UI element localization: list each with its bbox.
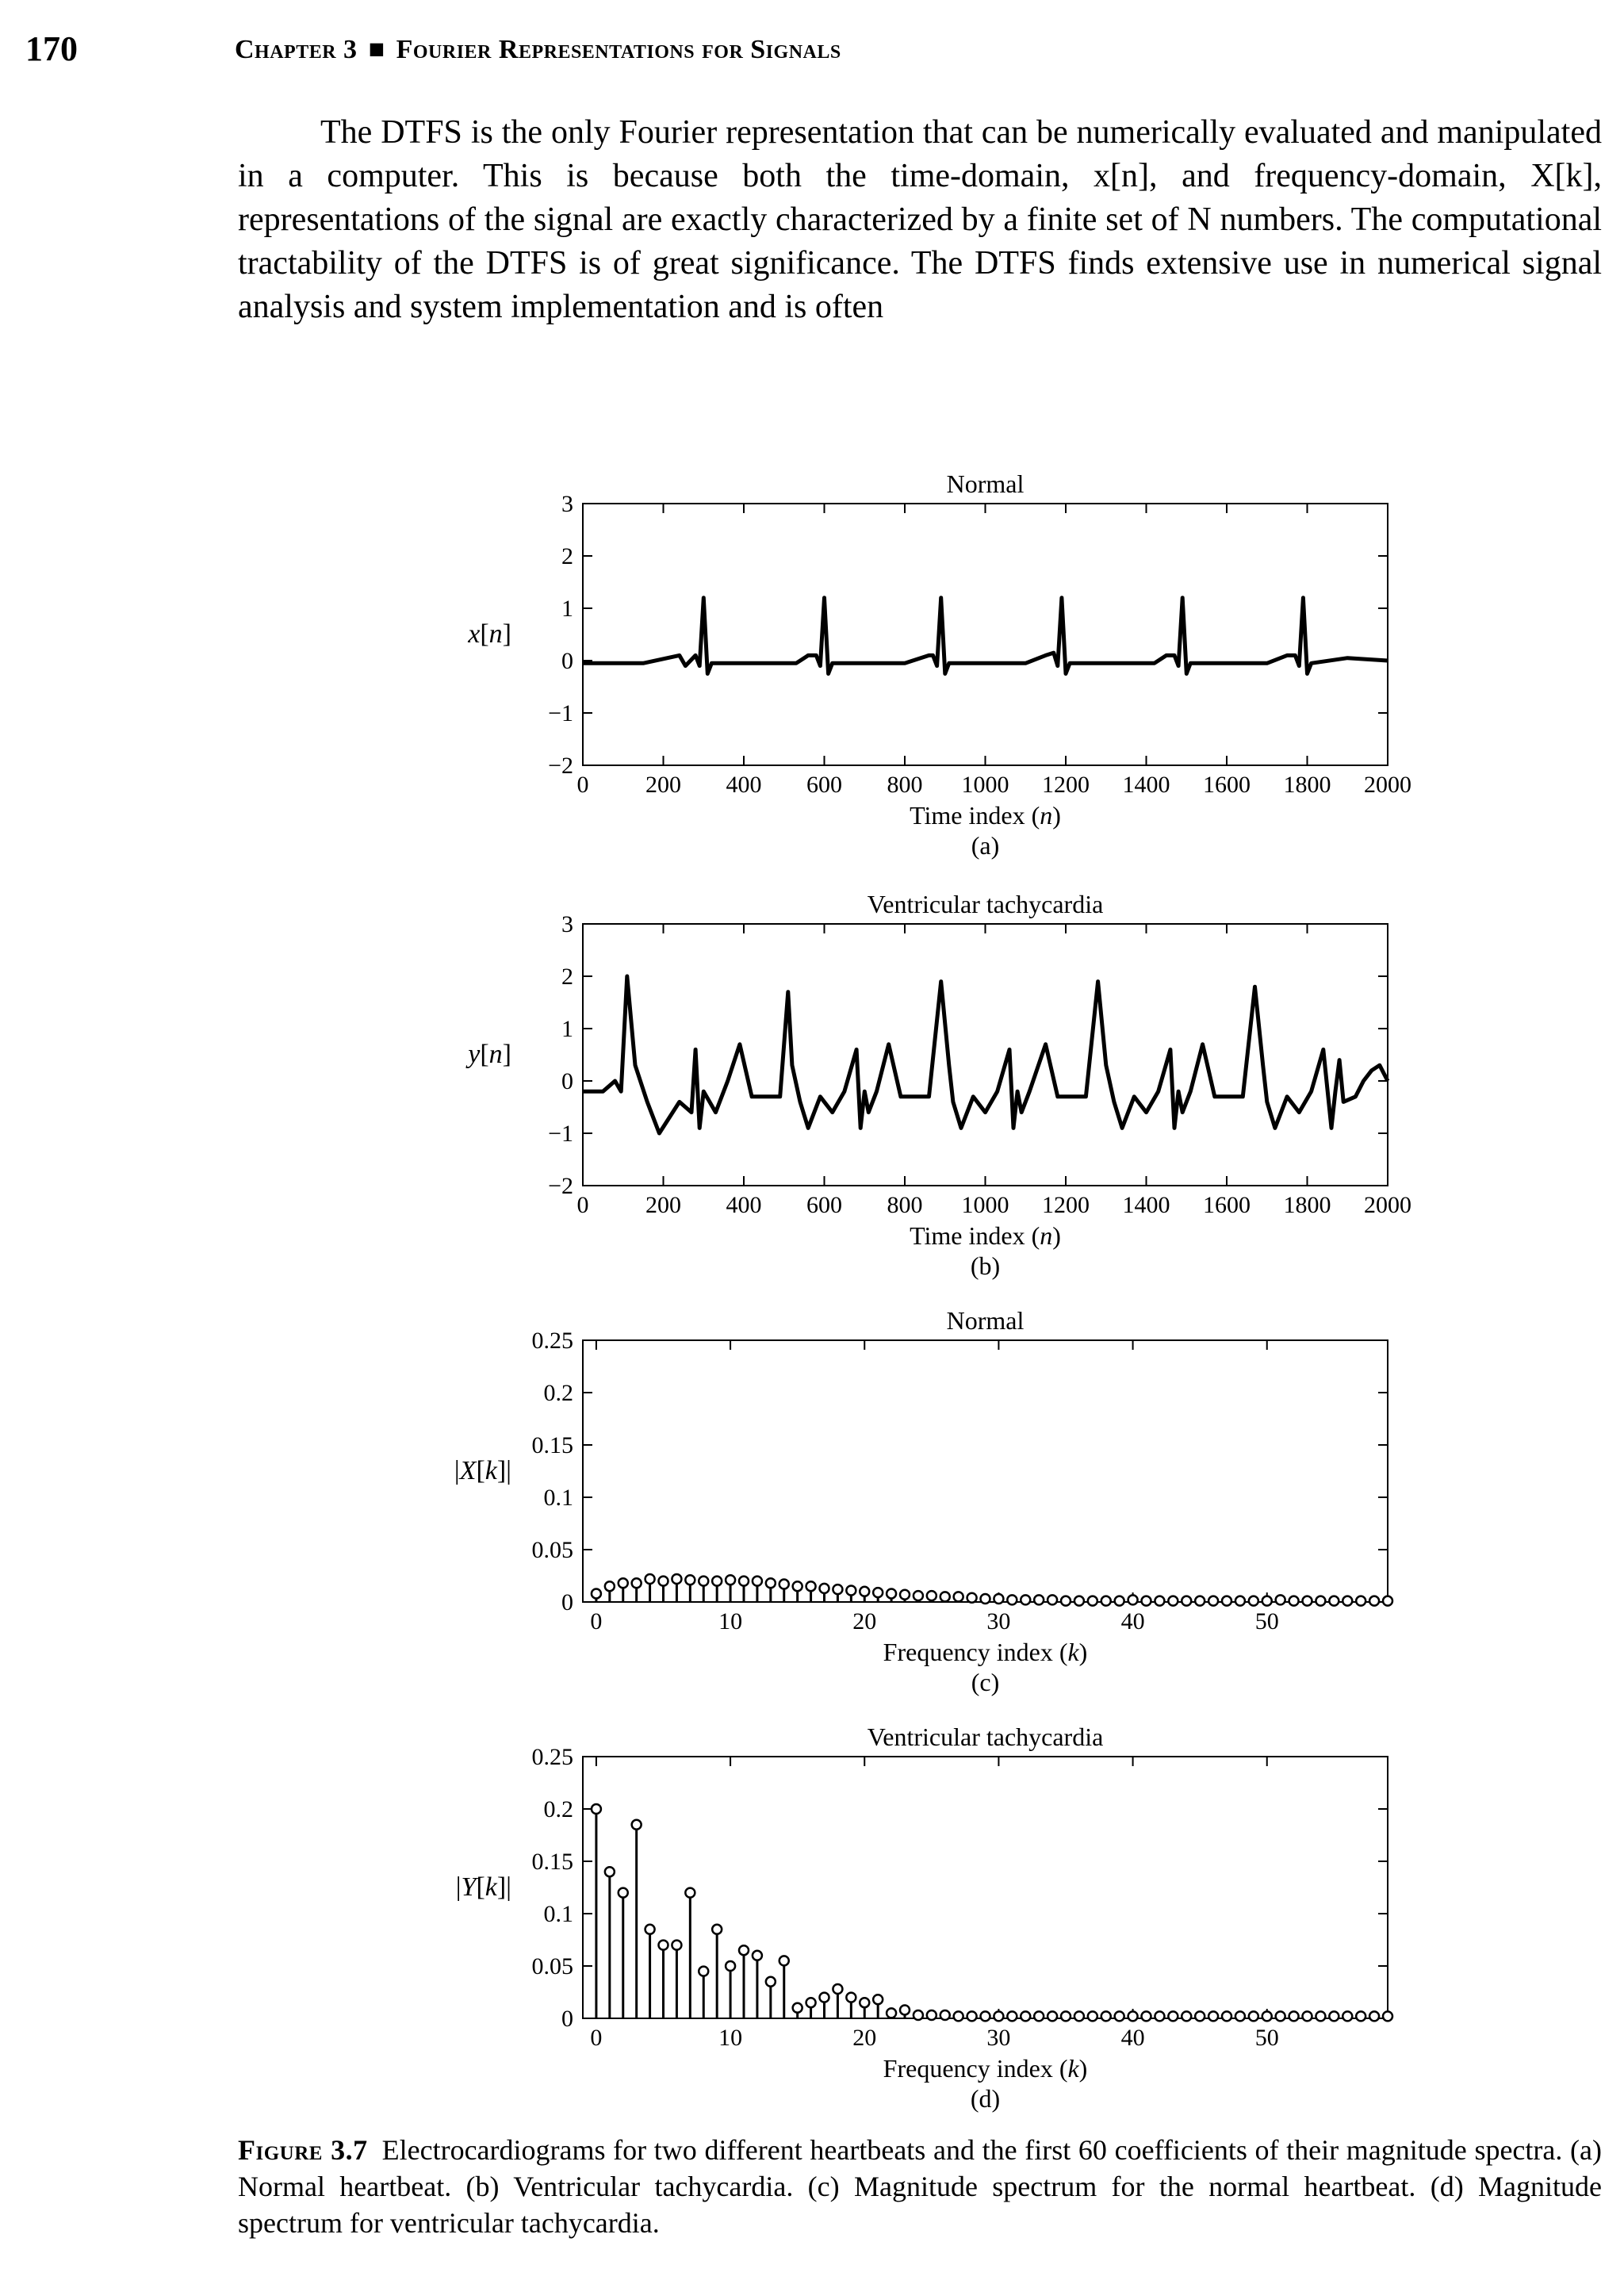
stem-marker bbox=[645, 1574, 655, 1584]
y-tick-label: 0.2 bbox=[543, 1796, 573, 1822]
stem-marker bbox=[1007, 2011, 1017, 2021]
chart-panel-d bbox=[456, 1723, 1392, 2113]
stem-marker bbox=[1276, 1595, 1285, 1604]
chart-title: Ventricular tachycardia bbox=[867, 1723, 1104, 1751]
y-tick-label: 2 bbox=[561, 964, 573, 990]
stem-marker bbox=[914, 2010, 923, 2020]
y-axis-label: |Y[k]| bbox=[455, 1872, 511, 1902]
stem-marker bbox=[1088, 2011, 1097, 2021]
y-tick-label: 0.1 bbox=[543, 1485, 573, 1511]
figure-3-7 bbox=[0, 444, 1624, 2125]
x-tick-label: 40 bbox=[1120, 2025, 1145, 2051]
stem-marker bbox=[712, 1925, 722, 1934]
stem-marker bbox=[1356, 1596, 1365, 1606]
x-tick-label: 50 bbox=[1254, 1608, 1279, 1634]
x-tick-label: 1800 bbox=[1283, 1192, 1331, 1218]
stem-marker bbox=[1208, 1596, 1218, 1606]
stem-marker bbox=[900, 1590, 910, 1600]
series-line bbox=[583, 976, 1388, 1133]
stem-marker bbox=[1155, 1596, 1164, 1606]
stem-marker bbox=[1155, 2011, 1164, 2021]
stem-marker bbox=[645, 1925, 655, 1934]
stem-marker bbox=[1329, 2011, 1339, 2021]
y-tick-label: 1 bbox=[561, 596, 573, 622]
y-tick-label: −1 bbox=[548, 700, 573, 726]
stem-marker bbox=[632, 1578, 642, 1588]
plot-frame bbox=[583, 1340, 1388, 1602]
panel-label: (d) bbox=[970, 2084, 1001, 2113]
stem-marker bbox=[1048, 2011, 1057, 2021]
stem-marker bbox=[605, 1867, 615, 1876]
stem-marker bbox=[779, 1580, 789, 1589]
stem-marker bbox=[954, 1592, 963, 1601]
stem-marker bbox=[1383, 1596, 1392, 1606]
stem-marker bbox=[1048, 1595, 1057, 1604]
stem-marker bbox=[793, 1581, 802, 1591]
x-tick-label: 400 bbox=[726, 1192, 762, 1218]
stem-marker bbox=[1262, 1596, 1272, 1606]
stem-marker bbox=[1061, 2011, 1071, 2021]
stem-marker bbox=[873, 1588, 883, 1597]
y-tick-label: 3 bbox=[561, 911, 573, 937]
stem-marker bbox=[592, 1588, 601, 1598]
stem-marker bbox=[914, 1591, 923, 1600]
y-tick-label: 0.2 bbox=[543, 1380, 573, 1406]
stem-marker bbox=[685, 1575, 695, 1585]
x-tick-label: 1400 bbox=[1122, 772, 1170, 798]
x-axis-label: Frequency index (k) bbox=[883, 1638, 1088, 1666]
y-tick-label: 2 bbox=[561, 543, 573, 569]
stem-marker bbox=[753, 1951, 762, 1960]
x-tick-label: 800 bbox=[887, 1192, 923, 1218]
stem-marker bbox=[846, 1585, 856, 1595]
stem-marker bbox=[981, 1594, 990, 1604]
stem-marker bbox=[860, 1587, 869, 1596]
stem-marker bbox=[1316, 2011, 1325, 2021]
stem-marker bbox=[1128, 2011, 1138, 2021]
chapter-label: Chapter 3 bbox=[235, 35, 358, 64]
stem-marker bbox=[954, 2011, 963, 2021]
x-tick-label: 2000 bbox=[1364, 772, 1411, 798]
stem-marker bbox=[1088, 1596, 1097, 1606]
stem-marker bbox=[605, 1581, 615, 1591]
stem-marker bbox=[1303, 1596, 1312, 1606]
x-tick-label: 50 bbox=[1254, 2025, 1279, 2051]
x-axis-label: Time index (n) bbox=[910, 801, 1061, 830]
y-axis-label: x[n] bbox=[468, 619, 511, 649]
body-paragraph: The DTFS is the only Fourier representation that can be numerically evaluated and manipulated in a computer. This is because both the time-domain, x[n], and frequency-domain, X[k], representations of the signal are exactly characterized by a finite set of N numbers. The computational tractability of the DTFS is of great significance. The DTFS finds extensive use in numerical signal analysis and system implementation and is often bbox=[238, 114, 1602, 325]
x-tick-label: 30 bbox=[986, 2025, 1011, 2051]
stem-marker bbox=[1276, 2011, 1285, 2021]
stem-marker bbox=[779, 1956, 789, 1965]
stem-marker bbox=[1195, 2011, 1205, 2021]
stem-marker bbox=[806, 1998, 816, 2007]
stem-marker bbox=[967, 2011, 977, 2021]
x-tick-label: 400 bbox=[726, 772, 762, 798]
stem-marker bbox=[685, 1888, 695, 1898]
stem-marker bbox=[1303, 2011, 1312, 2021]
x-axis-label: Frequency index (k) bbox=[883, 2054, 1088, 2083]
stem-marker bbox=[927, 2010, 936, 2020]
x-tick-label: 200 bbox=[645, 1192, 681, 1218]
x-tick-label: 1400 bbox=[1122, 1192, 1170, 1218]
y-tick-label: 0.1 bbox=[543, 1901, 573, 1927]
stem-marker bbox=[981, 2011, 990, 2021]
stem-marker bbox=[860, 1998, 869, 2007]
stem-marker bbox=[1329, 1596, 1339, 1606]
x-tick-label: 600 bbox=[806, 1192, 842, 1218]
stem-marker bbox=[793, 2003, 802, 2013]
figure-label: Figure 3.7 bbox=[238, 2134, 368, 2166]
stem-marker bbox=[940, 1592, 950, 1601]
stem-marker bbox=[1208, 2011, 1218, 2021]
page-header bbox=[25, 29, 1599, 76]
stem-marker bbox=[1249, 1596, 1258, 1606]
stem-marker bbox=[1034, 2011, 1044, 2021]
stem-marker bbox=[726, 1961, 735, 1971]
stem-marker bbox=[1101, 1596, 1111, 1606]
x-tick-label: 10 bbox=[718, 2025, 743, 2051]
y-axis-label: |X[k]| bbox=[454, 1456, 511, 1485]
stem-marker bbox=[1289, 2011, 1299, 2021]
stem-marker bbox=[1342, 1596, 1352, 1606]
stem-marker bbox=[1128, 1595, 1138, 1604]
y-tick-label: 0 bbox=[561, 1068, 573, 1094]
stem-marker bbox=[887, 2008, 896, 2018]
stem-marker bbox=[739, 1577, 749, 1586]
x-tick-label: 1200 bbox=[1042, 772, 1090, 798]
stem-marker bbox=[766, 1977, 776, 1987]
stem-marker bbox=[994, 1594, 1003, 1604]
stem-marker bbox=[1195, 1596, 1205, 1606]
y-tick-label: 0 bbox=[561, 2006, 573, 2032]
stem-marker bbox=[699, 1577, 708, 1586]
stem-marker bbox=[766, 1578, 776, 1588]
chart-title: Normal bbox=[946, 469, 1025, 498]
y-tick-label: −2 bbox=[548, 753, 573, 779]
panel-label: (b) bbox=[970, 1251, 1001, 1280]
stem-marker bbox=[1007, 1595, 1017, 1604]
x-tick-label: 40 bbox=[1120, 1608, 1145, 1634]
y-axis-label: y[n] bbox=[468, 1040, 511, 1069]
stem-marker bbox=[1369, 2011, 1379, 2021]
x-tick-label: 20 bbox=[852, 2025, 877, 2051]
chart-title: Normal bbox=[946, 1306, 1025, 1335]
x-tick-label: 1000 bbox=[961, 1192, 1009, 1218]
y-tick-label: 0.25 bbox=[531, 1744, 573, 1770]
stem-marker bbox=[699, 1967, 708, 1976]
stem-marker bbox=[1342, 2011, 1352, 2021]
stem-marker bbox=[1182, 1596, 1191, 1606]
x-tick-label: 0 bbox=[590, 2025, 603, 2051]
stem-marker bbox=[672, 1574, 681, 1584]
stem-marker bbox=[1249, 2011, 1258, 2021]
stem-marker bbox=[1021, 1595, 1030, 1604]
stem-marker bbox=[1101, 2011, 1111, 2021]
stem-marker bbox=[820, 1584, 829, 1593]
x-tick-label: 30 bbox=[986, 1608, 1011, 1634]
stem-marker bbox=[994, 2011, 1003, 2021]
page-number: 170 bbox=[25, 29, 78, 68]
stem-marker bbox=[1262, 2011, 1272, 2021]
x-tick-label: 0 bbox=[576, 772, 589, 798]
x-tick-label: 1800 bbox=[1283, 772, 1331, 798]
stem-marker bbox=[1034, 1595, 1044, 1604]
running-head bbox=[235, 35, 841, 65]
stem-marker bbox=[1222, 1596, 1231, 1606]
x-tick-label: 1600 bbox=[1203, 1192, 1251, 1218]
series-line bbox=[583, 598, 1388, 674]
x-tick-label: 20 bbox=[852, 1608, 877, 1634]
stem-marker bbox=[873, 1995, 883, 2004]
stem-marker bbox=[1074, 1596, 1084, 1606]
stem-marker bbox=[833, 1585, 842, 1594]
x-axis-label: Time index (n) bbox=[910, 1221, 1061, 1250]
y-tick-label: 0.25 bbox=[531, 1328, 573, 1354]
x-tick-label: 1000 bbox=[961, 772, 1009, 798]
stem-marker bbox=[753, 1577, 762, 1586]
stem-marker bbox=[1115, 2011, 1124, 2021]
y-tick-label: 0.15 bbox=[531, 1432, 573, 1458]
chapter-title: Fourier Representations for Signals bbox=[396, 35, 841, 64]
stem-marker bbox=[1369, 1596, 1379, 1606]
stem-marker bbox=[887, 1588, 896, 1598]
stem-marker bbox=[806, 1581, 816, 1591]
x-tick-label: 600 bbox=[806, 772, 842, 798]
stem-marker bbox=[672, 1941, 681, 1950]
y-tick-label: 0 bbox=[561, 1589, 573, 1615]
stem-marker bbox=[1235, 1596, 1245, 1606]
panel-label: (c) bbox=[971, 1668, 1000, 1696]
stem-marker bbox=[1074, 2011, 1084, 2021]
stem-marker bbox=[1316, 1596, 1325, 1606]
stem-marker bbox=[619, 1888, 628, 1898]
x-tick-label: 2000 bbox=[1364, 1192, 1411, 1218]
stem-marker bbox=[940, 2010, 950, 2020]
stem-marker bbox=[900, 2005, 910, 2014]
caption-text: Electrocardiograms for two different heartbeats and the first 60 coefficients of their magnitude spectra. (a) Normal heartbeat. (b) Ventricular tachycardia. (c) Magnitude spectrum for the normal heartbeat. (d) Magnitude spectrum for ventricular tachycardia. bbox=[238, 2134, 1602, 2239]
chart-panel-a bbox=[467, 469, 1411, 860]
stem-marker bbox=[833, 1984, 842, 1994]
stem-marker bbox=[1222, 2011, 1231, 2021]
x-tick-label: 1200 bbox=[1042, 1192, 1090, 1218]
stem-marker bbox=[820, 1993, 829, 2002]
x-tick-label: 200 bbox=[645, 772, 681, 798]
stem-marker bbox=[967, 1593, 977, 1603]
y-tick-label: 0 bbox=[561, 648, 573, 674]
y-tick-label: −2 bbox=[548, 1173, 573, 1199]
stem-marker bbox=[592, 1804, 601, 1814]
x-tick-label: 0 bbox=[576, 1192, 589, 1218]
stem-marker bbox=[1356, 2011, 1365, 2021]
stem-marker bbox=[1235, 2011, 1245, 2021]
stem-marker bbox=[1142, 2011, 1151, 2021]
stem-marker bbox=[927, 1591, 936, 1600]
separator-glyph: ■ bbox=[368, 35, 385, 64]
stem-marker bbox=[712, 1577, 722, 1586]
stem-marker bbox=[659, 1941, 668, 1950]
chart-panel-b bbox=[465, 890, 1411, 1280]
x-tick-label: 10 bbox=[718, 1608, 743, 1634]
x-tick-label: 0 bbox=[590, 1608, 603, 1634]
figure-caption bbox=[238, 2132, 1602, 2241]
stem-marker bbox=[632, 1820, 642, 1830]
stem-marker bbox=[1168, 1596, 1178, 1606]
y-tick-label: 0.15 bbox=[531, 1849, 573, 1875]
stem-marker bbox=[1115, 1596, 1124, 1606]
x-tick-label: 1600 bbox=[1203, 772, 1251, 798]
stem-marker bbox=[1182, 2011, 1191, 2021]
stem-marker bbox=[619, 1578, 628, 1588]
stem-marker bbox=[739, 1945, 749, 1955]
y-tick-label: 0.05 bbox=[531, 1953, 573, 1979]
stem-marker bbox=[1383, 2011, 1392, 2021]
y-tick-label: 1 bbox=[561, 1016, 573, 1042]
stem-marker bbox=[1061, 1596, 1071, 1606]
stem-marker bbox=[846, 1993, 856, 2002]
stem-marker bbox=[1021, 2011, 1030, 2021]
panel-label: (a) bbox=[971, 831, 1000, 860]
y-tick-label: 3 bbox=[561, 491, 573, 517]
plot-frame bbox=[583, 924, 1388, 1186]
chart-title: Ventricular tachycardia bbox=[867, 890, 1104, 918]
stem-marker bbox=[1168, 2011, 1178, 2021]
x-tick-label: 800 bbox=[887, 772, 923, 798]
chart-panel-c bbox=[454, 1306, 1392, 1696]
y-tick-label: −1 bbox=[548, 1121, 573, 1147]
stem-marker bbox=[1142, 1596, 1151, 1606]
stem-marker bbox=[1289, 1596, 1299, 1606]
stem-marker bbox=[659, 1577, 668, 1586]
y-tick-label: 0.05 bbox=[531, 1537, 573, 1563]
stem-marker bbox=[726, 1575, 735, 1585]
